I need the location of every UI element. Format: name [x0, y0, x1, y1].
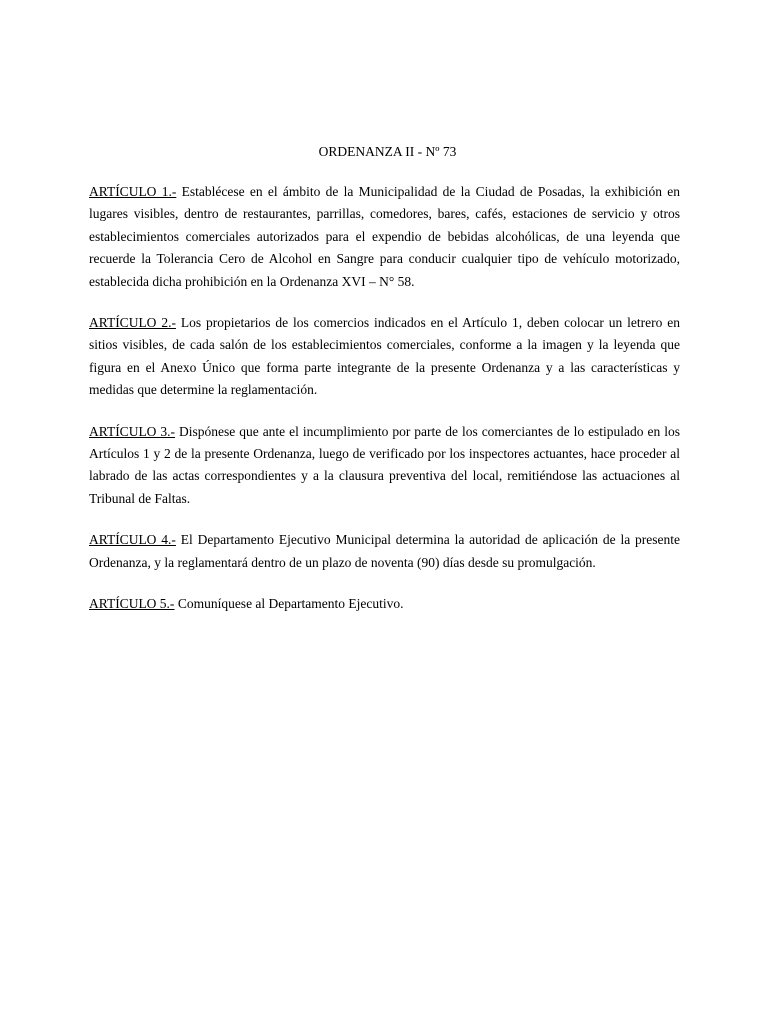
article-4 — [89, 529, 680, 574]
article-5-text: Comuníquese al Departamento Ejecutivo. — [177, 596, 404, 612]
article-2-heading: ARTÍCULO 2.- — [89, 315, 176, 331]
article-3-heading: ARTÍCULO 3.- — [89, 423, 176, 439]
article-5 — [89, 593, 680, 615]
article-1-text: Establécese en el ámbito de la Municipalidad de la Ciudad de Posadas, la exhibición en lugares visibles, dentro de restaurantes, parrillas, comedores, bares, cafés, estaciones de servicio y otros establecimientos comerciales autorizados para el expendio de bebidas alcohólicas, de una leyenda que recuerde la Tolerancia Cero de Alcohol en Sangre para conducir cualquier tipo de vehículo motorizado, establecida dicha prohibición en la Ordenanza XVI – N° 58. — [89, 184, 681, 289]
document-title: ORDENANZA II - Nº 73 — [318, 144, 457, 159]
article-1 — [89, 181, 680, 293]
article-1-heading: ARTÍCULO 1.- — [89, 184, 177, 199]
document-page — [89, 142, 680, 635]
article-3 — [89, 421, 680, 511]
article-2 — [89, 312, 680, 402]
article-4-text: El Departamento Ejecutivo Municipal determina la autoridad de aplicación de la presente Ordenanza, y la reglamentará dentro de un plazo de noventa (90) días desde su promulgación. — [89, 532, 681, 570]
article-4-heading: ARTÍCULO 4.- — [89, 532, 176, 548]
article-3-text: Dispónese que ante el incumplimiento por parte de los comerciantes de lo estipulado en los Artículos 1 y 2 de la presente Ordenanza, luego de verificado por los inspectores actuantes, hace proceder al labrado de las actas correspondientes y a la clausura preventiva del local, remitiéndose las actuaciones al Tribunal de Faltas. — [89, 423, 680, 506]
article-5-heading: ARTÍCULO 5.- — [89, 596, 175, 612]
article-2-text: Los propietarios de los comercios indicados en el Artículo 1, deben colocar un letrero en sitios visibles, de cada salón de los establecimientos comerciales, conforme a la imagen y la leyenda que figura en el Anexo Único que forma parte integrante de la presente Ordenanza y a las características y medidas que determine la reglamentación. — [89, 315, 680, 398]
